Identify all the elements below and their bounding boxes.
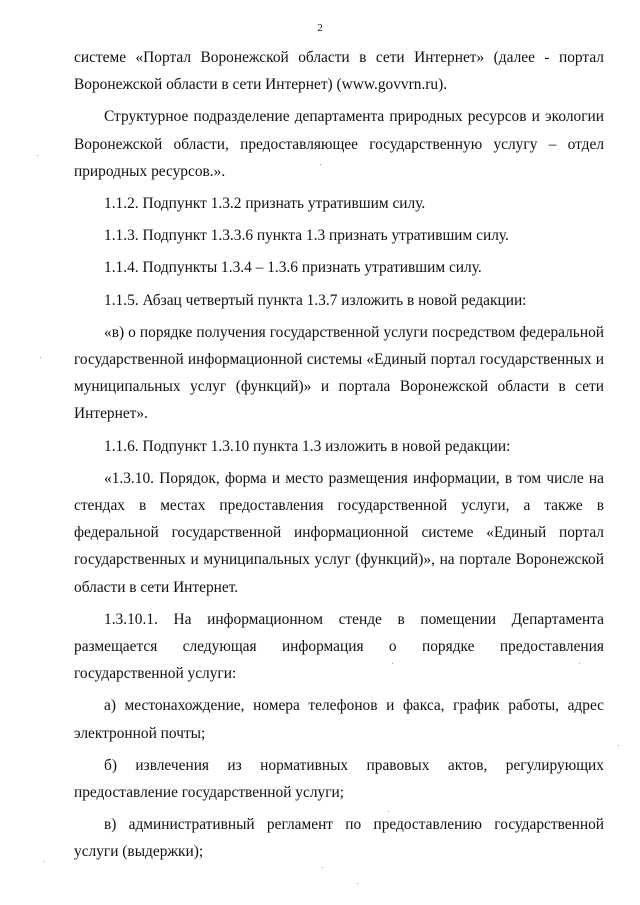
scan-speck [322,867,323,868]
scan-speck [37,155,38,156]
scan-speck [357,883,358,884]
scan-speck [320,164,321,165]
paragraph-1-1-2: 1.1.2. Подпункт 1.3.2 признать утратившим силу. [104,195,426,213]
paragraph-1-3-10: «1.3.10. Порядок, форма и место размещения информации, в том числе на стендах в местах предоставления государственной услуги, а также в федеральной государственной информационной системе «Единый портал государственных и муниципальных услуг (функций)», на портале Воронежской области в сети Интернет. [74,469,604,596]
page-number: 2 [317,22,323,34]
paragraph-1-1-5: 1.1.5. Абзац четвертый пункта 1.3.7 изложить в новой редакции: [104,291,527,309]
scan-speck [40,357,41,358]
list-item-v: в) административный регламент по предоставлению государственной услуги (выдержки); [74,816,604,861]
paragraph-item-v-federal-portal: «в) о порядке получения государственной услуги посредством федеральной государственной информационной системы «Единый портал государственных и муниципальных услуг (функций)» и портала Воронежской области в сети Интернет». [74,323,604,423]
list-item-b: б) извлечения из нормативных правовых актов, регулирующих предоставление государственной услуги; [74,756,604,802]
scan-speck [392,663,393,664]
scan-speck [579,663,580,664]
paragraph-1-1-6: 1.1.6. Подпункт 1.3.10 пункта 1.3 изложить в новой редакции: [104,437,511,455]
document-body [74,44,604,866]
scan-speck [388,811,389,812]
paragraph-1-1-4: 1.1.4. Подпункты 1.3.4 – 1.3.6 признать утратившим силу. [104,259,482,277]
paragraph-structural-unit: Структурное подразделение департамента природных ресурсов и экологии Воронежской области, предоставляющее государственную услугу – отдел природных ресурсов.». [74,108,604,180]
scan-speck [43,861,44,862]
list-item-a: а) местонахождение, номера телефонов и факса, график работы, адрес электронной почты; [74,697,604,742]
scan-speck [618,745,619,746]
paragraph-1-3-10-1: 1.3.10.1. На информационном стенде в помещении Департамента размещается следующая информация о порядке предоставления государственной услуги: [74,610,604,683]
paragraph-portal-reference: системе «Портал Воронежской области в сети Интернет» (далее - портал Воронежской области в сети Интернет) (www.govvrn.ru). [74,49,604,94]
paragraph-1-1-3: 1.1.3. Подпункт 1.3.3.6 пункта 1.3 признать утратившим силу. [104,227,509,245]
